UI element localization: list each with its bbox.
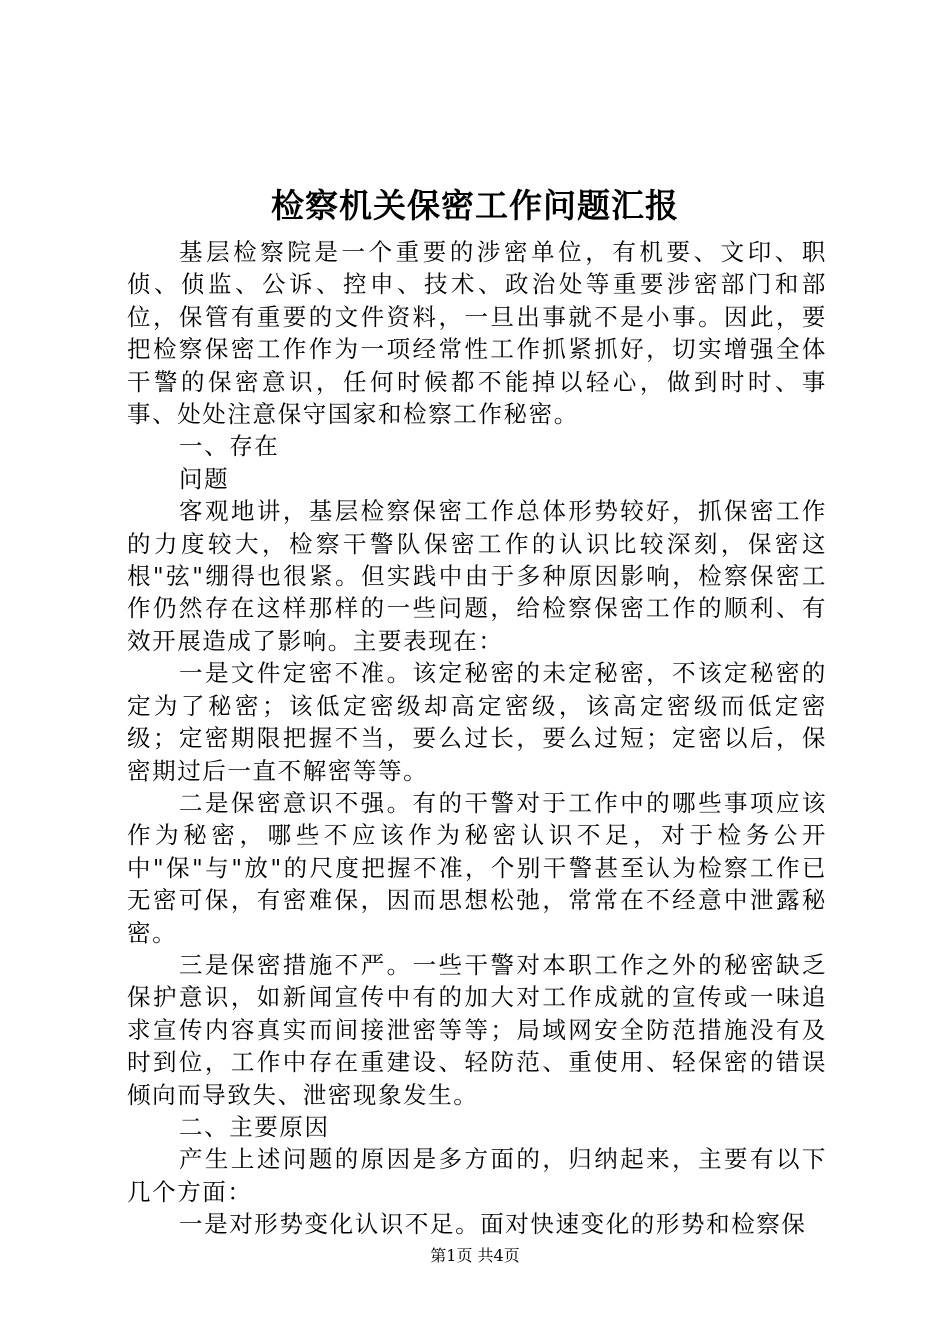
page-number-footer: 第1页 共4页 — [430, 1246, 520, 1265]
document-title: 检察机关保密工作问题汇报 — [271, 186, 679, 225]
paragraph-point-one: 一是文件定密不准。该定秘密的未定秘密，不该定秘密的定为了秘密；该低定密级却高定密级，该高定密级而低定密级；定密期限把握不当，要么过长，要么过短；定密以后，保密期过后一直不解密等等。 — [127, 659, 827, 785]
section-heading-existing: 一、存在 — [179, 432, 280, 461]
section-heading-main-reasons: 二、主要原因 — [179, 1112, 330, 1141]
paragraph-intro: 基层检察院是一个重要的涉密单位，有机要、文印、职侦、侦监、公诉、控申、技术、政治处等重要涉密部门和部位，保管有重要的文件资料，一旦出事就不是小事。因此，要把检察保密工作作为一项经常性工作抓紧抓好，切实增强全体干警的保密意识，任何时候都不能掉以轻心，做到时时、事事、处处注意保守国家和检察工作秘密。 — [127, 238, 827, 429]
document-body — [127, 236, 827, 1241]
paragraph-point-two: 二是保密意识不强。有的干警对于工作中的哪些事项应该作为秘密，哪些不应该作为秘密认识不足，对于检务公开中"保"与"放"的尺度把握不准，个别干警甚至认为检察工作已无密可保，有密难保，因而思想松弛，常常在不经意中泄露秘密。 — [127, 788, 827, 947]
paragraph-reasons-intro: 产生上述问题的原因是多方面的，归纳起来，主要有以下几个方面： — [127, 1145, 827, 1206]
paragraph-reason-one: 一是对形势变化认识不足。面对快速变化的形势和检察保 — [179, 1210, 807, 1239]
paragraph-overview: 客观地讲，基层检察保密工作总体形势较好，抓保密工作的力度较大，检察干警队保密工作的认识比较深刻，保密这根"弦"绷得也很紧。但实践中由于多种原因影响，检察保密工作仍然存在这样那样的一些问题，给检察保密工作的顺利、有效开展造成了影响。主要表现在： — [127, 497, 827, 655]
section-heading-problems: 问题 — [179, 464, 230, 493]
paragraph-point-three: 三是保密措施不严。一些干警对本职工作之外的秘密缺乏保护意识，如新闻宣传中有的加大对工作成就的宣传或一味追求宣传内容真实而间接泄密等等；局域网安全防范措施没有及时到位，工作中存在重建设、轻防范、重使用、轻保密的错误倾向而导致失、泄密现象发生。 — [127, 950, 827, 1109]
